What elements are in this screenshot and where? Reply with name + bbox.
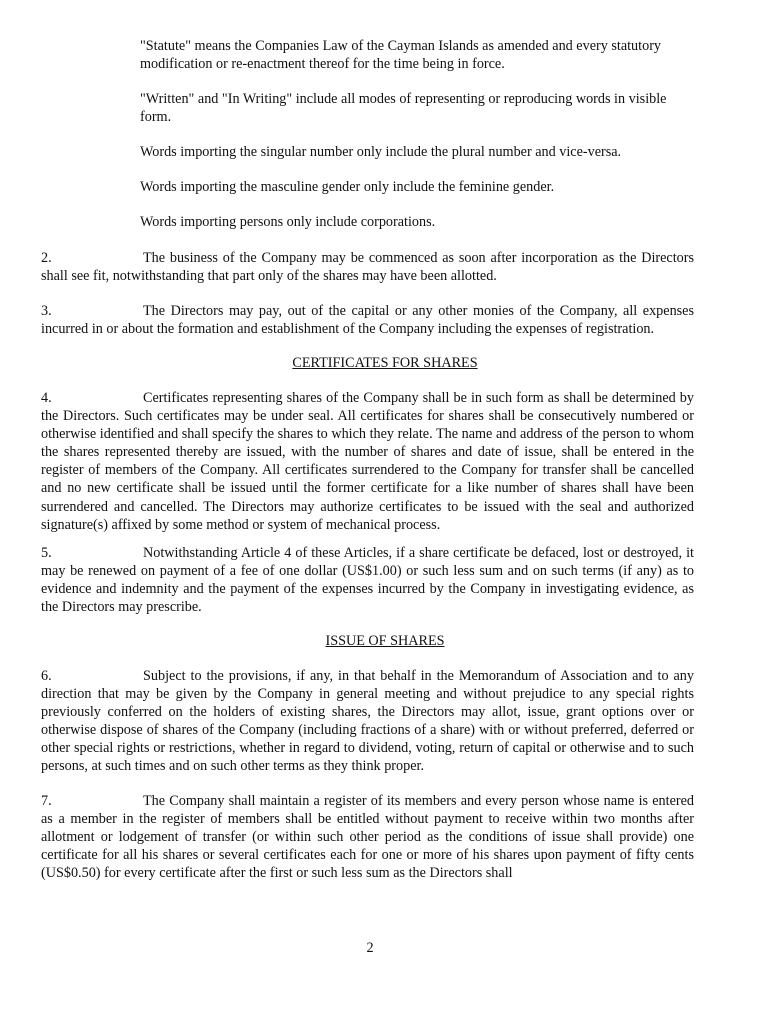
definition-masculine: Words importing the masculine gender only include the feminine gender. (140, 179, 555, 195)
definition-singular: Words importing the singular number only include the plural number and vice-versa. (140, 144, 622, 160)
article-5 (41, 544, 694, 616)
article-text: Certificates representing shares of the Company shall be in such form as shall be determined by the Directors. Such certificates may be under seal. All certificates for shares shall be consecutively numbered or otherwise identified and shall specify the shares to which they relate. The name and address of the person to whom the shares represented thereby are issued, with the number of shares and date of issue, shall be entered in the register of members of the Company. All certificates surrendered to the Company for transfer shall be cancelled and no new certificate shall be issued until the former certificate for a like number of shares shall have been surrendered and cancelled. The Directors may authorize certificates to be issued with the seal and authorized signature(s) affixed by some method or system of mechanical process. (41, 390, 694, 533)
article-number: 6. (41, 668, 52, 684)
article-text: The Directors may pay, out of the capital or any other monies of the Company, all expenses incurred in or about the formation and establishment of the Company including the expenses of registration. (41, 303, 694, 338)
article-number: 4. (41, 390, 52, 406)
article-number: 2. (41, 250, 52, 266)
definition-written: "Written" and "In Writing" include all modes of representing or reproducing words in visible form. (140, 91, 667, 125)
article-number: 5. (41, 545, 52, 561)
article-3 (41, 302, 694, 338)
definition-statute: "Statute" means the Companies Law of the Cayman Islands as amended and every statutory modification or re-enactment thereof for the time being in force. (140, 38, 662, 72)
page-number: 2 (366, 940, 374, 956)
article-text: The Company shall maintain a register of its members and every person whose name is entered as a member in the register of members shall be entitled without payment to receive within two months after allotment or lodgement of transfer (or within such other period as the conditions of issue shall provide) one certificate for all his shares or several certificates each for one or more of his shares upon payment of fifty cents (US$0.50) for every certificate after the first or such less sum as the Directors shall (41, 793, 694, 882)
article-4 (41, 389, 694, 534)
article-7 (41, 792, 694, 882)
article-text: Notwithstanding Article 4 of these Articles, if a share certificate be defaced, lost or destroyed, it may be renewed on payment of a fee of one dollar (US$1.00) or such less sum and on such terms (if any) as to evidence and indemnity and the payment of the expenses incurred by the Company in investigating evidence, as the Directors may prescribe. (41, 545, 694, 616)
article-text: Subject to the provisions, if any, in that behalf in the Memorandum of Association and to any direction that may be given by the Company in general meeting and without prejudice to any special rights previously conferred on the holders of existing shares, the Directors may allot, issue, grant options over or otherwise dispose of shares of the Company (including fractions of a share) with or without preferred, deferred or other special rights or restrictions, whether in regard to dividend, voting, return of capital or otherwise and to such persons, at such times and on such other terms as they think proper. (41, 668, 694, 775)
article-6 (41, 667, 694, 776)
definition-persons: Words importing persons only include corporations. (140, 214, 436, 230)
heading-issue-of-shares: ISSUE OF SHARES (325, 633, 445, 649)
article-number: 3. (41, 303, 52, 319)
article-text: The business of the Company may be commenced as soon after incorporation as the Directors shall see fit, notwithstanding that part only of the shares may have been allotted. (41, 250, 694, 285)
heading-certificates-for-shares: CERTIFICATES FOR SHARES (292, 355, 478, 371)
article-number: 7. (41, 793, 52, 809)
article-2 (41, 249, 694, 285)
